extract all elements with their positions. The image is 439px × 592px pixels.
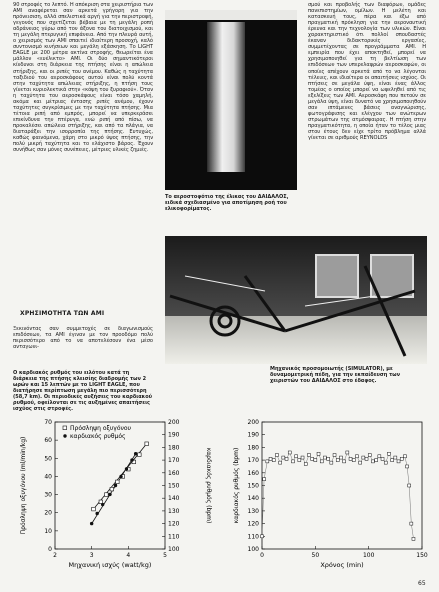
- simulator-frame-drawing: [165, 236, 427, 364]
- heartrate-point: [406, 465, 409, 468]
- oxygen-point: [116, 480, 120, 484]
- y-right-axis-label: καρδιακός ρυθμός (bpm): [205, 447, 212, 524]
- oxygen-point: [92, 507, 96, 511]
- y-tick-label: 140: [247, 495, 259, 503]
- y-left-tick-label: 60: [44, 437, 52, 445]
- x-axis-label: Μηχανική ισχύς (watt/kg): [68, 561, 152, 569]
- y-right-tick-label: 180: [168, 444, 180, 452]
- propeller-blade-image: [207, 22, 245, 172]
- heartrate-point: [362, 456, 365, 459]
- legend-oxygen-label: Πρόσληψη οξυγόνου: [70, 425, 132, 432]
- heartrate-point: [384, 461, 387, 464]
- heartrate-point: [314, 459, 317, 462]
- heartrate-point: [298, 459, 301, 462]
- article-column-right-top: [308, 2, 426, 141]
- article-column-left-top: [13, 2, 153, 153]
- heartrate-point: [307, 454, 310, 457]
- heartrate-point: [400, 457, 403, 460]
- heartrate-point: [343, 460, 346, 463]
- y-right-tick-label: 160: [168, 469, 180, 477]
- heartrate-point: [288, 451, 291, 454]
- oxygen-point: [138, 453, 142, 457]
- legend-heartrate-marker: [63, 434, 66, 437]
- heartrate-point: [336, 459, 339, 462]
- heartrate-point: [346, 451, 349, 454]
- heartrate-point: [349, 457, 352, 460]
- x-tick-label: 5: [163, 552, 167, 559]
- y-right-tick-label: 100: [168, 546, 180, 553]
- y-right-tick-label: 120: [168, 520, 180, 528]
- heartrate-point: [317, 452, 320, 455]
- y-tick-label: 120: [247, 520, 259, 528]
- oxygen-point: [105, 493, 109, 497]
- y-left-tick-label: 0: [48, 546, 52, 553]
- x-tick-label: 4: [126, 552, 131, 559]
- y-tick-label: 150: [247, 482, 259, 490]
- heartrate-point: [378, 455, 381, 458]
- heartrate-point: [125, 467, 128, 470]
- y-tick-label: 130: [247, 507, 259, 515]
- x-axis-label: Χρόνος (min): [320, 561, 364, 569]
- y-left-tick-label: 40: [44, 473, 52, 481]
- heartrate-point: [101, 503, 104, 506]
- heartrate-point: [339, 456, 342, 459]
- heartrate-point: [397, 460, 400, 463]
- y-left-tick-label: 70: [44, 419, 52, 426]
- heartrate-point: [90, 522, 93, 525]
- y-left-axis-label: Πρόσληψη οξυγόνου (ml/min/kg): [20, 436, 27, 535]
- legend-oxygen-marker: [63, 426, 67, 430]
- heartrate-point: [355, 455, 358, 458]
- heartrate-point: [359, 461, 362, 464]
- heartrate-point: [295, 455, 298, 458]
- section-heading: ΧΡΗΣΙΜΟΤΗΤΑ ΤΩΝ ΑΜΙ: [20, 310, 105, 317]
- y-axis-label: καρδιακός ρυθμός (bpm): [233, 447, 240, 524]
- heartrate-point: [403, 455, 406, 458]
- heartrate-point: [387, 452, 390, 455]
- article-text: Ξεκινόντας σαν συμμετοχές σε διαγωνισμούς επιδόσεων, τα ΑΜΙ έγιναν με τον προοδόμο πολύ περισσότερο από το να αποτελέσουν ένα μέσο ανταγωνι-: [13, 326, 153, 351]
- y-right-tick-label: 200: [168, 419, 180, 426]
- heartrate-point: [333, 454, 336, 457]
- x-tick-label: 50: [311, 552, 320, 559]
- y-right-tick-label: 170: [168, 457, 180, 465]
- y-right-tick-label: 130: [168, 507, 180, 515]
- plot-frame: [262, 422, 422, 549]
- heartrate-point: [394, 456, 397, 459]
- simulator-photo: [165, 236, 427, 364]
- heartrate-point: [114, 484, 117, 487]
- heartrate-line: [262, 453, 414, 539]
- chart2-svg: [230, 414, 430, 579]
- x-tick-label: 150: [416, 552, 428, 559]
- heartrate-point: [391, 459, 394, 462]
- heartrate-time-chart: [230, 414, 430, 583]
- charts-caption: Ο καρδιακός ρυθμός του ειλότου κατά τη διάρκεια της πτήσης κλεισίης διαδρομής των 2 ωρών και 15 λεπτών με το LIGHT EAGLE, που διατήρησε περίπτωση μεγάλη πιο περισσότερη (58,7 km). Οι περιοδικές αυξήσεις του καρδιακού ρυθμού, οφείλονται σε τις αυξημένες απαιτήσεις ισχύος στις στροφές.: [13, 370, 153, 412]
- y-tick-label: 190: [247, 431, 259, 439]
- heartrate-point: [266, 460, 269, 463]
- oxygen-point: [110, 487, 114, 491]
- y-left-tick-label: 50: [44, 455, 52, 463]
- heartrate-point: [263, 478, 266, 481]
- heartrate-point: [327, 457, 330, 460]
- heartrate-point: [301, 456, 304, 459]
- simulator-caption: Μηχανικός προσομοιωτής (SIMULATOR), με δυναμομετρική πέδη, για την εκπαίδευση των χειριστών του ΔΑΙΔΑΛΟΣ στο έδαφος.: [270, 366, 401, 384]
- article-column-left-bottom: [13, 326, 153, 350]
- y-right-tick-label: 150: [168, 482, 180, 490]
- heartrate-point: [352, 459, 355, 462]
- heartrate-point: [119, 475, 122, 478]
- heartrate-point: [410, 522, 413, 525]
- y-left-tick-label: 20: [44, 509, 52, 517]
- heartrate-point: [282, 456, 285, 459]
- plot-frame: [55, 422, 165, 549]
- y-right-tick-label: 140: [168, 495, 180, 503]
- heartrate-point: [269, 457, 272, 460]
- heartrate-point: [381, 457, 384, 460]
- heartrate-point: [291, 460, 294, 463]
- legend-heartrate-label: καρδιακός ρυθμός: [70, 433, 126, 440]
- heartrate-point: [261, 535, 264, 538]
- y-right-tick-label: 110: [168, 533, 180, 541]
- y-tick-label: 100: [247, 546, 259, 553]
- heartrate-point: [285, 457, 288, 460]
- x-tick-label: 2: [53, 552, 57, 559]
- heartrate-point: [134, 452, 137, 455]
- heartrate-point: [95, 512, 98, 515]
- wind-tunnel-caption: Το αεροστοφότιο της έλικας του ΔΑΙΔΑΛΟΣ, ειδικά σχεδιασμένο για αποτίμηση ροή του ελικοφορίματος.: [165, 194, 289, 212]
- heartrate-point: [365, 457, 368, 460]
- heartrate-point: [330, 461, 333, 464]
- heartrate-point: [279, 461, 282, 464]
- heartrate-point: [323, 456, 326, 459]
- y-tick-label: 170: [247, 457, 259, 465]
- page-number: 65: [418, 580, 426, 587]
- y-tick-label: 180: [247, 444, 259, 452]
- heartrate-point: [311, 457, 314, 460]
- chart1-svg: [15, 414, 215, 579]
- heartrate-point: [108, 493, 111, 496]
- x-tick-label: 0: [260, 552, 264, 559]
- heartrate-point: [371, 460, 374, 463]
- heartrate-point: [272, 459, 275, 462]
- heartrate-point: [130, 458, 133, 461]
- y-tick-label: 200: [247, 419, 259, 426]
- heartrate-point: [408, 484, 411, 487]
- y-tick-label: 160: [247, 469, 259, 477]
- y-tick-label: 110: [247, 533, 259, 541]
- x-tick-label: 100: [362, 552, 375, 559]
- y-left-tick-label: 10: [44, 527, 52, 535]
- article-text: 90 στροφές το λεπτό. Η απόκριση στα χειριστήρια των ΑΜΙ αναφέρεται σαν αρκετά γρήγορη για την πρόνεισιση, αλλά σπελιστικά αργή για την περιστροφή, γεγονός που σχετίζεται βέβαια με τη μεγάλη ροπή αδράνειας γύρω από τον άξονα του διατοιχισμού, και τη μεγάλη πτερυγική επιφάνεια. Από την πλευρά αυτή, ο χειρισμός των ΑΜΙ σπαιτεί ιδιαίτερη προσοχή, καλό συντονισμό κινήσεων και μεγάλη εξάσκηση. Το LIGHT EAGLE με 200 μέτρα ακτίνα στροφής, θεωρείται ένα μάλλον «ευέλικτο» ΑΜΙ. Οι δύο σημαντικότεροι κίνδυνοι στη διάρκεια της πτήσης είναι η απώλεια στήριξης, και οι ριπές του ανέμου. Καθώς η ταχύτητα ταξιδιού του αεροσκάφους αυτού είναι πολύ κοντά στην ταχύτητα απώλειας στήριξης, η πτήση τους γίνεται κυριολεκτικά στην «κόψη του ξυραφιού». Όταν η ταχύτητα του αεροσκάφους είναι τόσο χαμηλή, ακόμα και μέτριας έντασης ριπές ανέμου, έχουν ταχύτητες συγκρίσιμες με την ταχύτητα πτήσης. Μια τέτοια ριπή από εμπρός, μπορεί να υπερκεράσει επικίνδυνα την πτέρυγα, ενώ ριπή από πίσω, να προκαλέσει απώλεια στήριξης, και από τα πλάγια, να διαταράξει την ισορροπία της πτήσης. Ευτυχώς, καθώς φαινόμενα, χάρη στο μικρό ύψος πτήσης, την πολύ μικρή ταχύτητα και το ελάχιστο βάρος. Έχουν συνήθως σαν μόνες συνέπειες, μέτριες υλικές ζημιές.: [13, 2, 153, 154]
- y-left-tick-label: 30: [44, 491, 52, 499]
- heartrate-point: [275, 454, 278, 457]
- x-tick-label: 3: [89, 552, 94, 559]
- oxygen-point: [145, 442, 149, 446]
- heartrate-point: [375, 459, 378, 462]
- heartrate-point: [412, 537, 415, 540]
- article-text: σμού και προβολής των διαφόρων, ομάδες πανεπιστημίων, ομίλων. Η μελέτη και κατασκευή τους, πέρα και έξω από πραγματική πρόκληση για την αεροναυτική έρευνα και την τεχνολογία των υλικών. Είναι χαρακτηριστικό ότι πολλοί σπουδαστές έκαναν διδακτορικές εργασίες, συμμετέχοντας σε προγράμματα ΑΜΙ. Η εμπειρία που έχει αποκτηθεί, μπορεί να χρησιμοποιηθεί για τη βελτίωση των επιδόσεων των υπερελαφρών αεροσκαφών, οι οποίες απέχουν αρκετά από το να λέγονται τέλειες, και ιδιαίτερα οι απαιτήσεις ισχύος. Οι πτήσεις σε μεγάλα ύψη, είναι ένας άλλος τομέας ο οποίος μπορεί να ωφεληθεί από τις εξελίξεις των ΑΜΙ. Αεροσκάφη που πετούν σε μεγάλα ύψη, είναι δυνατό να χρησιμοποιηθούν σαν ιπτάμενες βάσεις αναγνώρισης, φωτογράφισης και ελέγχου των ανώτερων στρωμάτων της ατμόσφαιρας. Η πτήση στην πραγματικότητα, η οποία ήταν το τέλος μιας στου έτους δεν είχε τρίτο πρόβλημα αλλά γίνεται σε αριθμούς REYNOLDS: [308, 2, 426, 142]
- heartrate-point: [368, 454, 371, 457]
- heartrate-point: [304, 462, 307, 465]
- y-right-tick-label: 190: [168, 431, 180, 439]
- wind-tunnel-photo: [165, 10, 297, 190]
- heartrate-point: [320, 460, 323, 463]
- oxygen-heartrate-chart: [15, 414, 215, 583]
